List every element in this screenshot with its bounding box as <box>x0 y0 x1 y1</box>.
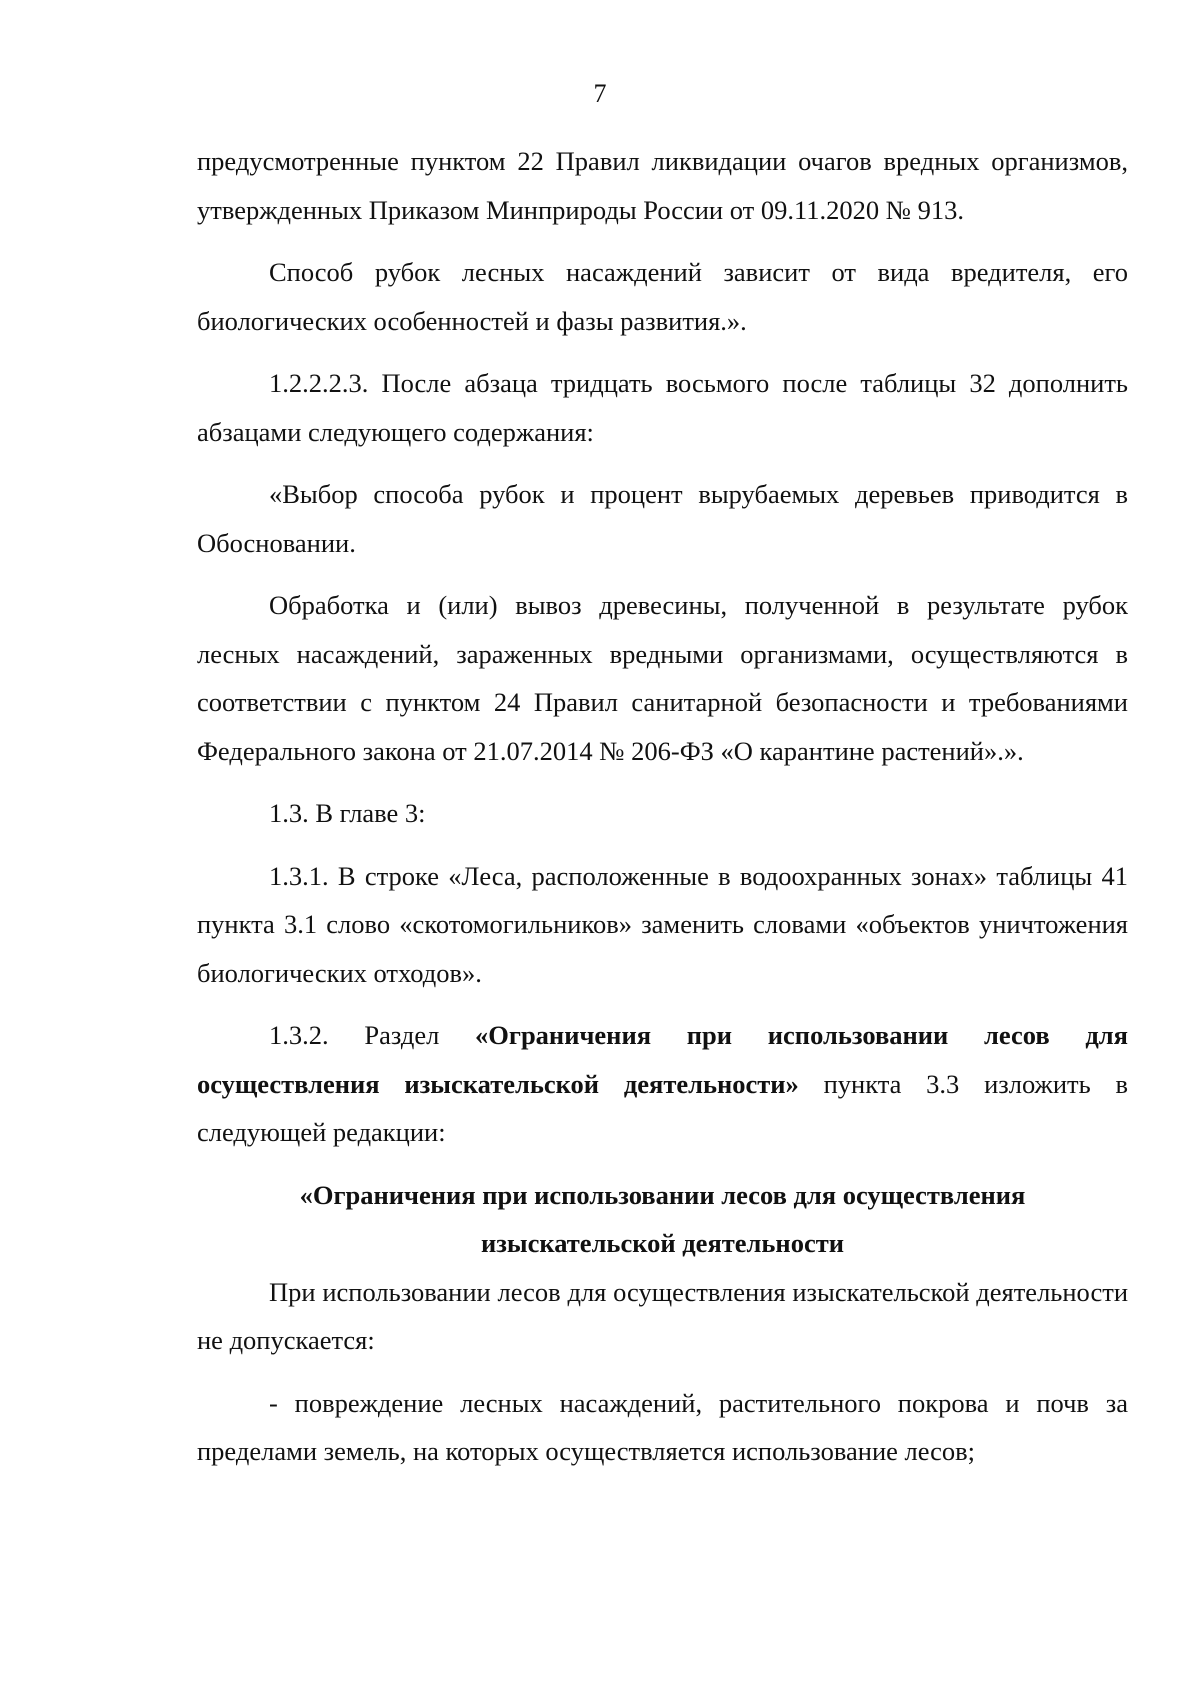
paragraph-1-3: 1.3. В главе 3: <box>269 798 426 828</box>
paragraph-cutting-method: Способ рубок лесных насаждений зависит от вида вредителя, его биологических особенностей и фазы развития.». <box>197 257 1128 336</box>
section-title-bold: «Ограничения при использовании лесов для осуществления изыскательской деятельности» <box>197 1020 1128 1099</box>
paragraph-1-3-2-prefix: 1.3.2. Раздел <box>269 1020 476 1050</box>
paragraph-cutting-choice: «Выбор способа рубок и процент вырубаемых деревьев приводится в Обосновании. <box>197 479 1128 558</box>
paragraph-damage-item: - повреждение лесных насаждений, растительного покрова и почв за пределами земель, на которых осуществляется использование лесов; <box>197 1387 1128 1466</box>
section-heading-line-1: «Ограничения при использовании лесов для осуществления <box>299 1179 1026 1210</box>
page-number: 7 <box>593 79 607 108</box>
paragraph-continuation: предусмотренные пунктом 22 Правил ликвидации очагов вредных организмов, утвержденных Приказом Минприроды России от 09.11.2020 № 913. <box>197 146 1128 225</box>
paragraph-1-3-2-suffix: пункта 3.3 изложить в следующей редакции: <box>197 1068 1128 1147</box>
paragraph-1-3-1: 1.3.1. В строке «Леса, расположенные в водоохранных зонах» таблицы 41 пункта 3.1 слово «скотомогильников» заменить словами «объектов уничтожения биологических отходов». <box>197 860 1128 988</box>
paragraph-wood-processing: Обработка и (или) вывоз древесины, полученной в результате рубок лесных насаждений, зараженных вредными организмами, осуществляются в соответствии с пунктом 24 Правил санитарной безопасности и требованиями Федерального закона от 21.07.2014 № 206-ФЗ «О карантине растений».». <box>197 590 1128 766</box>
paragraph-1-3-2 <box>197 1011 1128 1157</box>
document-body <box>197 137 1128 1476</box>
section-heading-line-2: изыскательской деятельности <box>480 1228 845 1258</box>
paragraph-1-2-2-2-3: 1.2.2.2.3. После абзаца тридцать восьмого после таблицы 32 дополнить абзацами следующего содержания: <box>197 368 1128 447</box>
paragraph-prohibited: При использовании лесов для осуществления изыскательской деятельности не допускается: <box>197 1276 1128 1355</box>
